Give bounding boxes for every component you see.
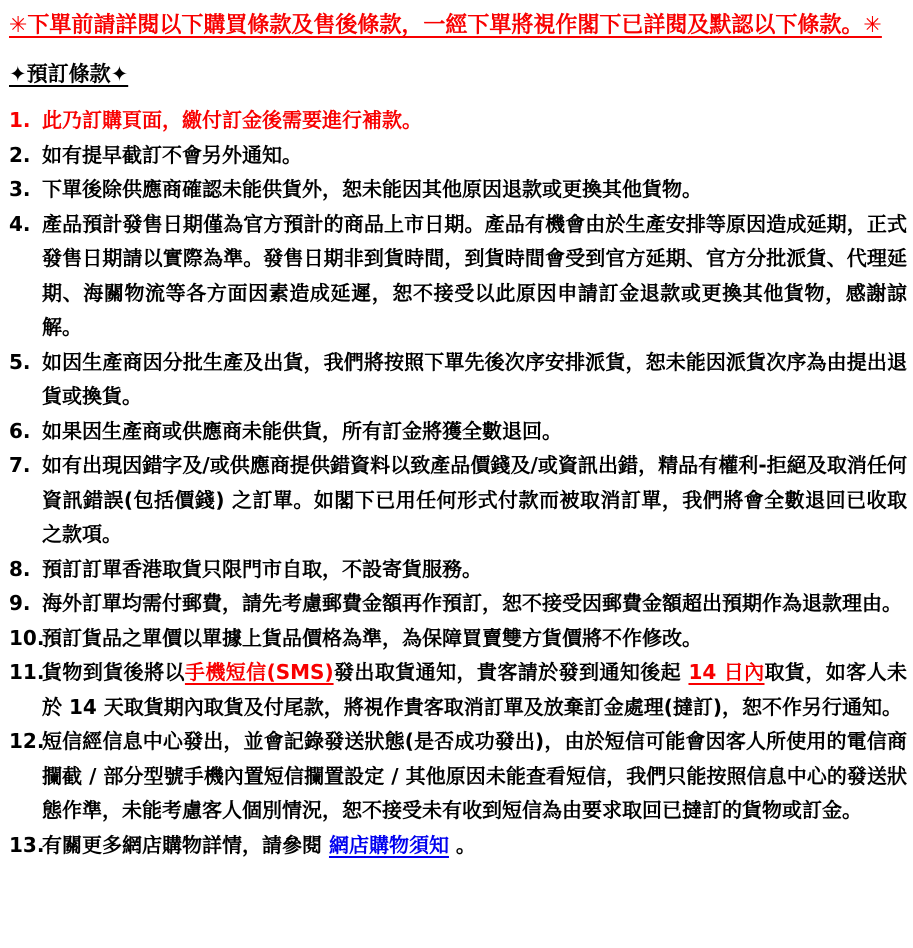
- store-shopping-guide-link[interactable]: 網店購物須知: [328, 832, 449, 857]
- term-number: 10.: [9, 625, 45, 650]
- term-item-2: [9, 138, 907, 173]
- term-item-13: [9, 828, 907, 863]
- term-number: 6.: [9, 418, 31, 443]
- term-text-segment: 如因生產商因分批生產及出貨，我們將按照下單先後次序安排派貨，恕未能因派貨次序為由提出退貨或換貨。: [42, 349, 907, 408]
- term-text: [42, 552, 907, 587]
- term-text-segment: 發出取貨通知，貴客請於發到通知後起: [333, 660, 689, 684]
- term-item-8: [9, 552, 907, 587]
- term-text: [42, 621, 907, 656]
- term-text-segment: 此乃訂購頁面，繳付訂金後需要進行補款。: [42, 108, 422, 132]
- term-item-7: [9, 448, 907, 552]
- term-number: 7.: [9, 453, 31, 477]
- term-text: [42, 103, 907, 138]
- term-item-9: [9, 586, 907, 621]
- term-text-segment: 如果因生產商或供應商未能供貨，所有訂金將獲全數退回。: [42, 418, 562, 443]
- term-item-11: [9, 655, 907, 724]
- highlighted-red-text: 14 日內: [688, 660, 765, 684]
- term-item-12: [9, 724, 907, 828]
- term-number: 12.: [9, 729, 45, 753]
- section-title: ✦預訂條款✦: [9, 62, 129, 86]
- term-item-4: [9, 207, 907, 345]
- term-text: [42, 138, 907, 173]
- term-text: [42, 207, 907, 345]
- term-number: 13.: [9, 832, 45, 857]
- term-text-segment: 如有出現因錯字及/或供應商提供錯資料以致產品價錢及/或資訊出錯，精品有權利-拒絕及取消任何資訊錯誤(包括價錢) 之訂單。如閣下已用任何形式付款而被取消訂單，我們將會全數退回已收取之款項。: [42, 453, 907, 546]
- term-number: 1.: [9, 108, 31, 132]
- term-text-segment: 下單後除供應商確認未能供貨外，恕未能因其他原因退款或更換其他貨物。: [42, 177, 702, 201]
- term-text: [42, 345, 907, 414]
- term-text: [42, 586, 907, 621]
- term-item-3: [9, 172, 907, 207]
- term-text-segment: 預訂訂單香港取貨只限門市自取，不設寄貨服務。: [42, 556, 482, 581]
- pre-order-warning-header: ✳下單前請詳閱以下購買條款及售後條款，一經下單將視作閣下已詳閱及默認以下條款。✳: [9, 13, 882, 38]
- term-item-5: [9, 345, 907, 414]
- term-number: 8.: [9, 556, 31, 581]
- term-text: [42, 448, 907, 552]
- term-text-segment: 產品預計發售日期僅為官方預計的商品上市日期。產品有機會由於生產安排等原因造成延期，正式發售日期請以實際為準。發售日期非到貨時間，到貨時間會受到官方延期、官方分批派貨、代理延期、海關物流等各方面因素造成延遲，恕不接受以此原因申請訂金退款或更換其他貨物，感謝諒解。: [42, 211, 907, 339]
- term-text: [42, 828, 907, 863]
- term-text-segment: 如有提早截訂不會另外通知。: [42, 142, 302, 167]
- term-number: 2.: [9, 142, 31, 167]
- term-item-1: [9, 103, 907, 138]
- term-number: 11.: [9, 660, 45, 684]
- term-number: 3.: [9, 177, 31, 201]
- term-number: 5.: [9, 349, 31, 374]
- term-text-segment: 海外訂單均需付郵費，請先考慮郵費金額再作預訂，恕不接受因郵費金額超出預期作為退款理由。: [42, 591, 902, 615]
- term-number: 4.: [9, 211, 31, 236]
- term-number: 9.: [9, 591, 31, 615]
- term-text: [42, 655, 907, 724]
- term-item-6: [9, 414, 907, 449]
- term-text: [42, 414, 907, 449]
- highlighted-red-text: 手機短信(SMS): [184, 660, 334, 684]
- term-text-segment: 預訂貨品之單價以單據上貨品價格為準，為保障買賣雙方貨價將不作修改。: [42, 625, 702, 650]
- term-text-segment: 短信經信息中心發出，並會記錄發送狀態(是否成功發出)，由於短信可能會因客人所使用的電信商攔截 / 部分型號手機內置短信攔置設定 / 其他原因未能查看短信，我們只能按照信息中心的發送狀態作準，未能考慮客人個別情況，恕不接受未有收到短信為由要求取回已撻訂的貨物或訂金。: [42, 729, 907, 822]
- term-text: [42, 724, 907, 828]
- term-text: [42, 172, 907, 207]
- terms-list: [9, 103, 907, 862]
- term-item-10: [9, 621, 907, 656]
- term-text-segment: 有關更多網店購物詳情，請參閱: [42, 832, 329, 857]
- term-text-segment: 。: [448, 832, 476, 857]
- term-text-segment: 貨物到貨後將以: [42, 660, 185, 684]
- term-text-segment: 取貨，如客人未於 14 天取貨期內取貨及付尾款，將視作貴客取消訂單及放棄訂金處理(撻訂)，恕不作另行通知。: [42, 660, 908, 719]
